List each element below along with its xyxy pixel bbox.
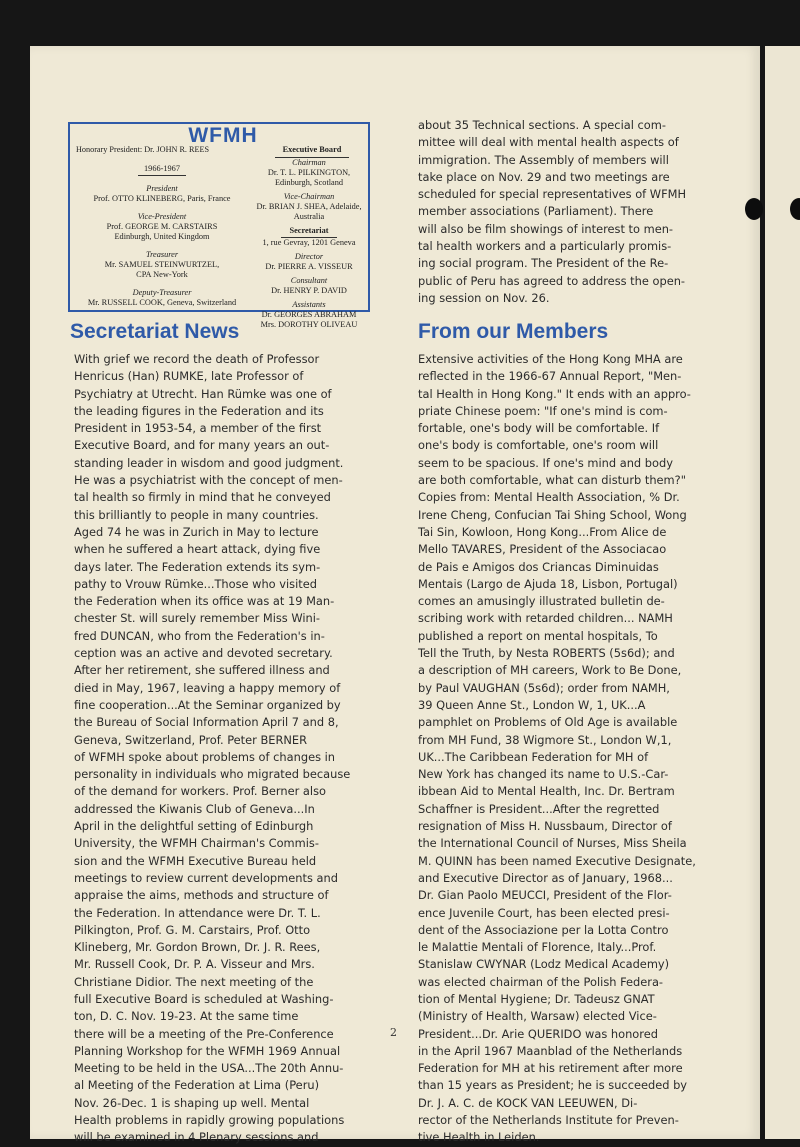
text-line: pathy to Vrouw Rümke...Those who visited [74, 576, 317, 591]
executive-board-heading: Executive Board [258, 145, 366, 158]
text-line: mittee will deal with mental health aspects of [418, 135, 679, 150]
text-line: ing social program. The President of the Re- [418, 256, 669, 271]
text-line: Mentais (Largo de Ajuda 18, Lisbon, Portugal) [418, 576, 678, 591]
officer-name: Prof. OTTO KLINEBERG, Paris, France [93, 194, 231, 203]
secretariat-news-body [74, 351, 350, 1147]
role-label: Vice-Chairman [283, 192, 335, 201]
text-line: UK...The Caribbean Federation for MH of [418, 749, 649, 764]
text-line: will be examined in 4 Plenary sessions and [74, 1130, 319, 1145]
text-line: a description of MH careers, Work to Be Done, [418, 663, 682, 678]
from-our-members-body [418, 351, 696, 1147]
text-line: Tai Sin, Kowloon, Hong Kong...From Alice de [418, 524, 667, 539]
secretariat-address: 1, rue Gevray, 1201 Geneva [262, 238, 356, 247]
text-line: le Malattie Mentali of Florence, Italy...Prof. [418, 940, 657, 955]
text-line: by Paul VAUGHAN (5s6d); order from NAMH, [418, 680, 670, 695]
board-name: Dr. PIERRE A. VISSEUR [265, 262, 353, 271]
role-label: President [146, 184, 178, 193]
text-line: Tell the Truth, by Nesta ROBERTS (5s6d); and [418, 646, 675, 661]
text-line: the leading figures in the Federation and its [74, 403, 324, 418]
text-line: one's body is comfortable, one's room will [418, 438, 659, 453]
text-line: take place on Nov. 29 and two meetings are [418, 169, 670, 184]
role-label: Director [294, 252, 324, 261]
text-line: ibbean Aid to Mental Health, Inc. Dr. Bertram [418, 784, 675, 799]
text-line: and Executive Director as of January, 1968... [418, 870, 673, 885]
board-name: Dr. HENRY P. DAVID [271, 286, 347, 295]
text-line: reflected in the 1966-67 Annual Report, "Men- [418, 369, 682, 384]
board-column [250, 158, 368, 330]
text-line: ing session on Nov. 26. [418, 290, 550, 305]
board-name: Dr. BRIAN J. SHEA, Adelaide, [256, 202, 362, 211]
role-label: Vice-President [137, 212, 187, 221]
text-line: dent of the Associazione per la Lotta Contro [418, 922, 669, 937]
role-label: Consultant [290, 276, 328, 285]
text-line: published a report on mental hospitals, To [418, 628, 658, 643]
text-line: Mello TAVARES, President of the Associacao [418, 542, 667, 557]
text-line: tive Health in Leiden. [418, 1130, 540, 1145]
text-line: April in the delightful setting of Edinburgh [74, 819, 314, 834]
executive-board-box [68, 122, 370, 329]
text-line: tal health workers and a particularly promis- [418, 239, 672, 254]
text-line: Psychiatry at Utrecht. Han Rümke was one of [74, 386, 332, 401]
text-line: Dr. Gian Paolo MEUCCI, President of the Flor- [418, 888, 672, 903]
text-line: are both comfortable, what can disturb them?" [418, 473, 686, 488]
text-line: public of Peru has agreed to address the open- [418, 273, 686, 288]
text-line: de Pais e Amigos dos Criancas Diminuidas [418, 559, 659, 574]
text-line: scribing work with retarded children... NAMH [418, 611, 673, 626]
text-line: (Ministry of Health, Warsaw) elected Vice- [418, 1009, 657, 1024]
officer-name: Prof. GEORGE M. CARSTAIRS [106, 222, 218, 231]
text-line: immigration. The Assembly of members will [418, 152, 669, 167]
text-line: Irene Cheng, Confucian Tai Shing School, Wong [418, 507, 687, 522]
text-line: comes an amusingly illustrated bulletin de- [418, 594, 665, 609]
text-line: Federation for MH at his retirement after more [418, 1061, 683, 1076]
board-name: Mrs. DOROTHY OLIVEAU [260, 320, 358, 329]
text-line: Christiane Didior. The next meeting of the [74, 974, 314, 989]
text-line: 39 Queen Anne St., London W, 1, UK...A [418, 697, 646, 712]
text-line: of WFMH spoke about problems of changes in [74, 749, 336, 764]
text-line: rector of the Netherlands Institute for Preven- [418, 1113, 679, 1128]
officer-location: CPA New-York [136, 270, 188, 279]
text-line: days later. The Federation extends its sym- [74, 559, 321, 574]
text-line: will also be film showings of interest to men- [418, 221, 674, 236]
text-line: the Bureau of Social Information April 7 and 8, [74, 715, 339, 730]
text-line: ception was an active and devoted secretary. [74, 646, 333, 661]
text-line: After her retirement, she suffered illness and [74, 663, 330, 678]
text-line: when he suffered a heart attack, dying five [74, 542, 321, 557]
text-line: in the April 1967 Maanblad of the Netherlands [418, 1043, 683, 1058]
term-years: 1966-1967 [74, 164, 250, 176]
text-line: He was a psychiatrist with the concept of men- [74, 473, 343, 488]
role-label: Assistants [292, 300, 326, 309]
officer-name: Mr. SAMUEL STEINWURTZEL, [104, 260, 220, 269]
text-line: this brilliantly to people in many countries. [74, 507, 319, 522]
text-line: member associations (Parliament). There [418, 204, 654, 219]
text-line: priate Chinese poem: "If one's mind is com- [418, 403, 668, 418]
text-line: resignation of Miss H. Nussbaum, Director of [418, 819, 672, 834]
text-line: scheduled for special representatives of WFMH [418, 187, 687, 202]
text-line: about 35 Technical sections. A special com- [418, 118, 666, 132]
text-line: Meeting to be held in the USA...The 20th Annu- [74, 1061, 344, 1076]
text-line: pamphlet on Problems of Old Age is available [418, 715, 678, 730]
text-line: tal Health in Hong Kong." It ends with an appro- [418, 386, 691, 401]
honorary-president: Honorary President: Dr. JOHN R. REES [76, 145, 210, 154]
text-line: appraise the aims, methods and structure of [74, 888, 329, 903]
text-line: seem to be spacious. If one's mind and body [418, 455, 673, 470]
role-label: Deputy-Treasurer [132, 288, 192, 297]
text-line: New York has changed its name to U.S.-Car- [418, 767, 669, 782]
text-line: Pilkington, Prof. G. M. Carstairs, Prof. Otto [74, 922, 311, 937]
text-line: meetings to review current developments and [74, 870, 338, 885]
text-line: standing leader in wisdom and good judgment. [74, 455, 344, 470]
text-line: Geneva, Switzerland, Prof. Peter BERNER [74, 732, 308, 747]
text-line: fortable, one's body will be comfortable. If [418, 421, 660, 436]
text-line: the Federation. In attendance were Dr. T. L. [74, 905, 321, 920]
officer-name: Mr. RUSSELL COOK, Geneva, Switzerland [87, 298, 237, 307]
board-name: Dr. GEORGES ABRAHAM [261, 310, 357, 319]
page-number: 2 [390, 1026, 397, 1039]
text-line: there will be a meeting of the Pre-Conference [74, 1026, 334, 1041]
text-line: from MH Fund, 38 Wigmore St., London W,1, [418, 732, 672, 747]
text-line: ton, D. C. Nov. 19-23. At the same time [74, 1009, 299, 1024]
punch-hole [745, 198, 763, 220]
text-line: tal health so firmly in mind that he conveyed [74, 490, 331, 505]
text-line: fine cooperation...At the Seminar organized by [74, 697, 341, 712]
board-name: Dr. T. L. PILKINGTON, [267, 168, 351, 177]
text-line: addressed the Kiwanis Club of Geneva...In [74, 801, 315, 816]
text-line: chester St. will surely remember Miss Wini- [74, 611, 321, 626]
board-location: Edinburgh, Scotland [274, 178, 344, 187]
text-line: personality in individuals who migrated because [74, 767, 351, 782]
text-line: than 15 years as President; he is succeeded by [418, 1078, 688, 1093]
secretariat-heading: Secretariat [250, 226, 368, 238]
continued-text [418, 117, 686, 307]
text-line: M. QUINN has been named Executive Designate, [418, 853, 696, 868]
text-line: the International Council of Nurses, Miss Sheila [418, 836, 687, 851]
text-line: sion and the WFMH Executive Bureau held [74, 853, 317, 868]
text-line: the Federation when its office was at 19 Man- [74, 594, 335, 609]
text-line: Planning Workshop for the WFMH 1969 Annual [74, 1043, 341, 1058]
text-line: tion of Mental Hygiene; Dr. Tadeusz GNAT [418, 991, 655, 1006]
from-our-members-heading: From our Members [418, 320, 609, 343]
text-line: died in May, 1967, leaving a happy memory of [74, 680, 341, 695]
text-line: Dr. J. A. C. de KOCK VAN LEEUWEN, Di- [418, 1095, 638, 1110]
text-line: President in 1953-54, a member of the first [74, 421, 322, 436]
text-line: fred DUNCAN, who from the Federation's in- [74, 628, 325, 643]
text-line: full Executive Board is scheduled at Washing- [74, 991, 334, 1006]
text-line: Executive Board, and for many years an out- [74, 438, 330, 453]
text-line: Stanislaw CWYNAR (Lodz Medical Academy) [418, 957, 670, 972]
text-line: Aged 74 he was in Zurich in May to lecture [74, 524, 319, 539]
text-line: With grief we record the death of Professor [74, 352, 320, 366]
text-line: al Meeting of the Federation at Lima (Peru) [74, 1078, 320, 1093]
role-label: Chairman [292, 158, 326, 167]
wfmh-logo: WFMH [188, 124, 258, 147]
text-line: of the demand for workers. Prof. Berner also [74, 784, 326, 799]
role-label: Treasurer [145, 250, 179, 259]
text-line: Nov. 26-Dec. 1 is shaping up well. Mental [74, 1095, 310, 1110]
text-line: Extensive activities of the Hong Kong MHA are [418, 352, 683, 366]
text-line: University, the WFMH Chairman's Commis- [74, 836, 319, 851]
text-line: President...Dr. Arie QUERIDO was honored [418, 1026, 658, 1041]
text-line: Schaffner is President...After the regretted [418, 801, 660, 816]
text-line: Copies from: Mental Health Association, % Dr. [418, 490, 680, 505]
text-line: was elected chairman of the Polish Federa- [418, 974, 664, 989]
board-location: Australia [293, 212, 325, 221]
officers-column [74, 164, 250, 308]
secretariat-news-heading: Secretariat News [70, 320, 240, 343]
text-line: Health problems in rapidly growing populations [74, 1113, 345, 1128]
text-line: ence Juvenile Court, has been elected presi- [418, 905, 670, 920]
text-line: Mr. Russell Cook, Dr. P. A. Visseur and Mrs. [74, 957, 315, 972]
text-line: Klineberg, Mr. Gordon Brown, Dr. J. R. Rees, [74, 940, 321, 955]
text-line: Henricus (Han) RUMKE, late Professor of [74, 369, 304, 384]
officer-location: Edinburgh, United Kingdom [114, 232, 210, 241]
